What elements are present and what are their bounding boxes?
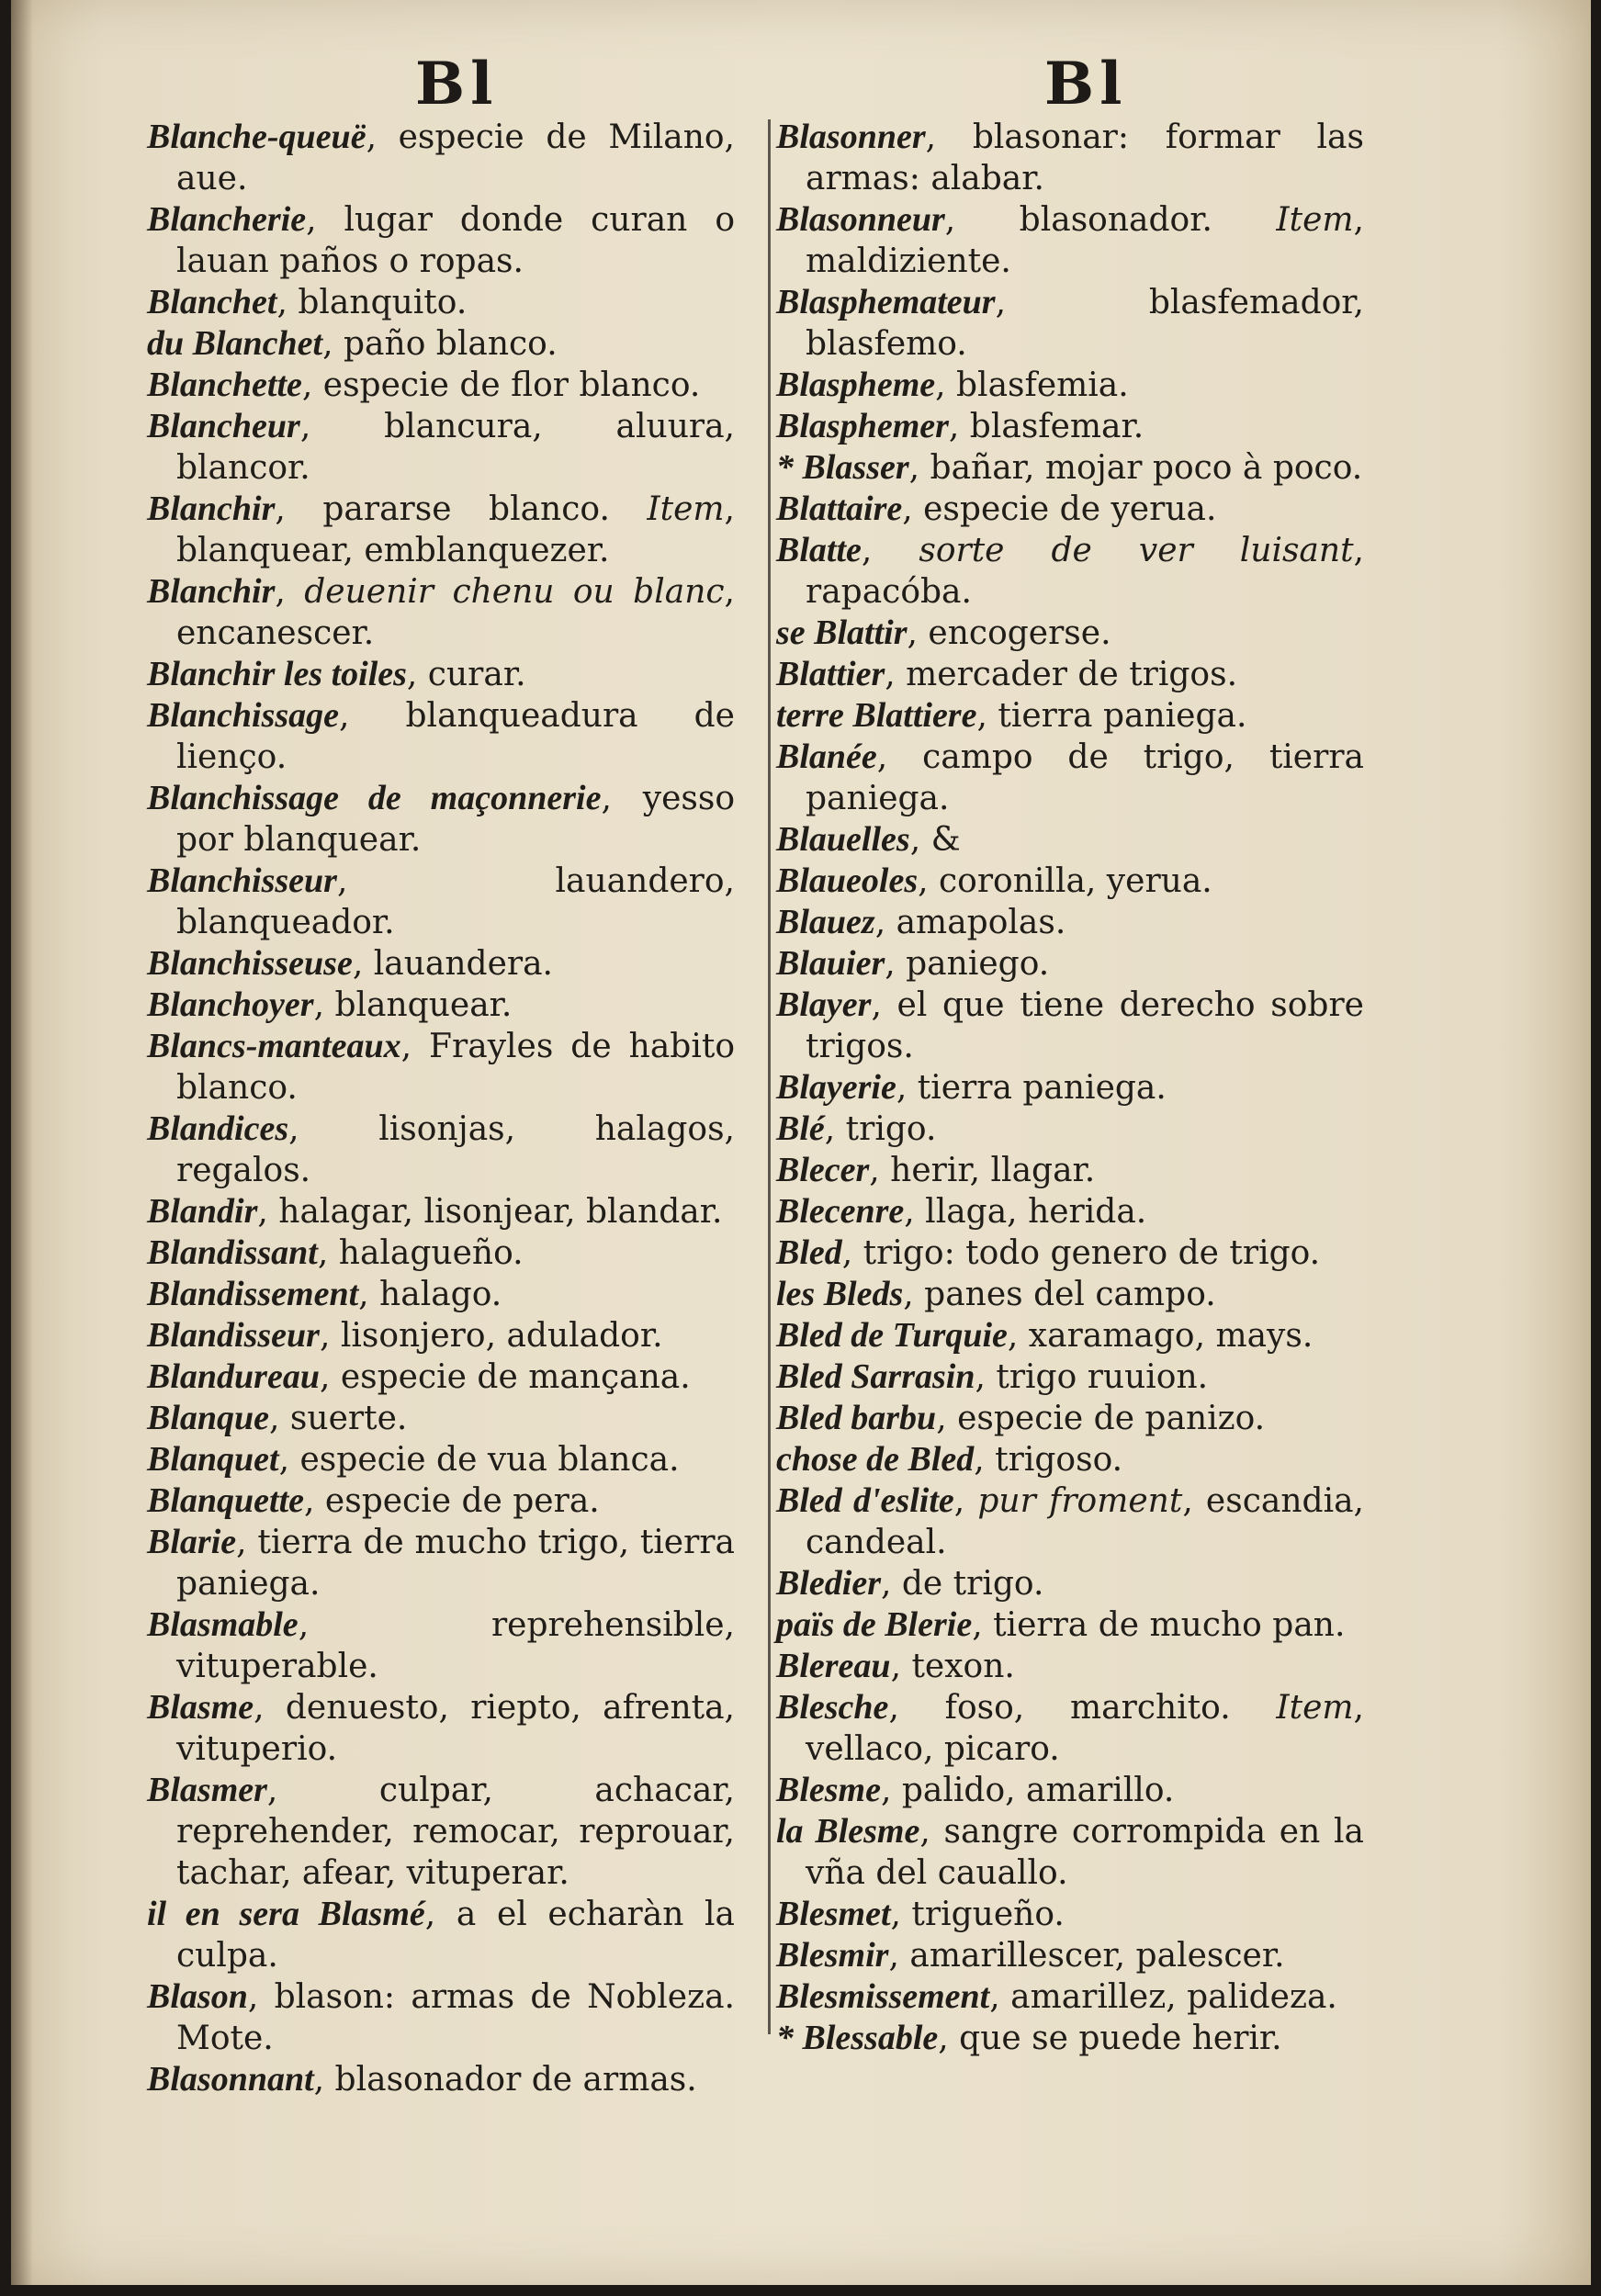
entry-italic-gloss: pur froment — [977, 1482, 1183, 1520]
entry-definition: , trigo: todo genero de trigo. — [841, 1234, 1321, 1272]
dictionary-entry — [147, 654, 735, 695]
entry-definition: , campo de trigo, tierra paniega. — [806, 738, 1364, 817]
entry-headword: * Blasser — [776, 448, 909, 487]
entry-definition-continued: , encanescer. — [176, 573, 735, 652]
entry-headword: Blesche — [776, 1688, 889, 1727]
entry-definition: , amarillescer, palescer. — [888, 1937, 1285, 1975]
entry-headword: Blandissement — [147, 1275, 359, 1313]
entry-headword: Blesmir — [776, 1936, 889, 1975]
entry-headword: Blasonneur — [776, 200, 945, 239]
entry-definition: , blasfemador, blasfemo. — [806, 284, 1364, 363]
entry-headword: la Blesme — [776, 1812, 920, 1851]
entry-italic-gloss: Item — [1276, 201, 1354, 239]
dictionary-entry — [147, 778, 735, 861]
entry-definition-continued: , maldiziente. — [806, 201, 1364, 280]
page-header-left: Bl — [415, 50, 499, 118]
entry-headword: les Bleds — [776, 1275, 904, 1313]
dictionary-page — [11, 0, 1591, 2285]
entry-headword: Blauelles — [776, 820, 910, 859]
entry-definition: , blason: armas de Nobleza. Mote. — [176, 1978, 735, 2057]
entry-definition: , halagar, lisonjear, blandar. — [257, 1193, 723, 1231]
entry-headword: Bled d'eslite — [776, 1481, 954, 1520]
dictionary-entry — [776, 1687, 1364, 1770]
entry-definition: , lugar donde curan o lauan paños o ropas. — [176, 201, 735, 280]
entry-headword: se Blattir — [776, 613, 908, 652]
entry-headword: * Blessable — [776, 2019, 939, 2057]
entry-definition: , amapolas. — [874, 904, 1066, 941]
entry-definition: , panes del campo. — [903, 1276, 1216, 1313]
entry-headword: terre Blattiere — [776, 696, 977, 735]
dictionary-entry — [147, 861, 735, 943]
entry-headword: Blasphemateur — [776, 283, 996, 321]
dictionary-entry — [147, 489, 735, 571]
dictionary-entry — [776, 737, 1364, 819]
entry-definition: , texon. — [890, 1648, 1015, 1685]
entry-headword: Blanchir — [147, 572, 276, 611]
entry-definition: , blanquito. — [276, 284, 468, 321]
entry-headword: Blasonnant — [147, 2060, 314, 2099]
dictionary-entry — [147, 1232, 735, 1274]
entry-definition: , coronilla, yerua. — [918, 862, 1212, 900]
dictionary-entry — [147, 571, 735, 654]
entry-definition: , reprehensible, vituperable. — [176, 1606, 735, 1685]
entry-definition: , foso, marchito. — [888, 1689, 1277, 1727]
entry-headword: Blarie — [147, 1523, 237, 1561]
entry-definition: , tierra de mucho pan. — [972, 1606, 1346, 1644]
entry-definition: , pararse blanco. — [275, 490, 648, 528]
entry-headword: Blandices — [147, 1109, 289, 1148]
entry-headword: chose de Bled — [776, 1440, 975, 1479]
entry-definition: , sangre corrompida en la vña del cauallo. — [806, 1813, 1365, 1892]
entry-definition: , especie de vua blanca. — [278, 1441, 680, 1479]
dictionary-entry — [776, 117, 1364, 199]
entry-definition: , especie de mançana. — [319, 1358, 691, 1396]
entry-headword: Blasmable — [147, 1605, 299, 1644]
entry-headword: Blayer — [776, 985, 872, 1024]
entry-italic-gloss: deuenir chenu ou blanc — [304, 573, 725, 611]
entry-definition: , paño blanco. — [322, 325, 558, 363]
dictionary-entry — [147, 1480, 735, 1522]
dictionary-entry — [776, 1356, 1364, 1398]
entry-headword: Blancheur — [147, 407, 300, 445]
entry-definition: , tierra paniega. — [976, 697, 1247, 735]
entry-headword: Blayerie — [776, 1068, 896, 1107]
entry-definition: , & — [909, 821, 961, 859]
entry-headword: Bled Sarrasin — [776, 1357, 975, 1396]
entry-headword: Blanchette — [147, 366, 302, 404]
entry-definition: , llaga, herida. — [904, 1193, 1147, 1231]
entry-headword: Blanque — [147, 1399, 270, 1437]
dictionary-entry — [776, 1480, 1364, 1563]
dictionary-entry — [776, 985, 1364, 1067]
dictionary-entry — [776, 1604, 1364, 1646]
dictionary-entry — [147, 695, 735, 778]
entry-definition: , especie de Milano, aue. — [176, 118, 735, 197]
dictionary-entry — [776, 406, 1364, 447]
entry-headword: Blasphemer — [776, 407, 949, 445]
entry-headword: Blauez — [776, 903, 875, 941]
entry-definition: , culpar, achacar, reprehender, remocar, reprouar, tachar, afear, vituperar. — [176, 1772, 735, 1892]
entry-definition: , mercader de trigos. — [885, 656, 1238, 693]
dictionary-entry — [147, 1109, 735, 1191]
entry-headword: Bled barbu — [776, 1399, 937, 1437]
dictionary-entry — [776, 1109, 1364, 1150]
entry-headword: Blecenre — [776, 1192, 905, 1231]
entry-headword: Bled — [776, 1233, 842, 1272]
entry-headword: Blecer — [776, 1151, 870, 1189]
dictionary-entry — [776, 1315, 1364, 1356]
entry-definition: , encogerse. — [907, 614, 1111, 652]
entry-definition: , amarillez, palideza. — [989, 1978, 1337, 2016]
entry-italic-gloss: Item — [647, 490, 725, 528]
entry-definition: , herir, llagar. — [869, 1152, 1096, 1189]
entry-definition: , curar. — [406, 656, 526, 693]
dictionary-entry — [776, 819, 1364, 861]
dictionary-entry — [776, 447, 1364, 489]
dictionary-entry — [776, 695, 1364, 737]
entry-headword: Blancherie — [147, 200, 307, 239]
dictionary-entry — [776, 530, 1364, 613]
entry-definition: , trigo ruuion. — [975, 1358, 1209, 1396]
entry-headword: Blaspheme — [776, 366, 936, 404]
dictionary-entry — [776, 1563, 1364, 1604]
entry-headword: Blesmissement — [776, 1977, 990, 2016]
dictionary-entry — [776, 861, 1364, 902]
dictionary-entry — [147, 117, 735, 199]
entry-headword: Blanchisseur — [147, 861, 337, 900]
dictionary-entry — [776, 943, 1364, 985]
entry-headword: Blanchoyer — [147, 985, 314, 1024]
entry-definition: , trigoso. — [974, 1441, 1123, 1479]
binding-shadow — [11, 0, 33, 2285]
entry-headword: Blandisseur — [147, 1316, 320, 1355]
dictionary-entry — [776, 654, 1364, 695]
dictionary-entry — [147, 985, 735, 1026]
entry-headword: Blanchisseuse — [147, 944, 353, 983]
entry-headword: Blé — [776, 1109, 825, 1148]
dictionary-entry — [776, 1976, 1364, 2018]
entry-definition: , blasonador. — [944, 201, 1277, 239]
entry-headword: Blandir — [147, 1192, 258, 1231]
entry-headword: Blereau — [776, 1647, 891, 1685]
entry-definition: , blasonar: formar las armas: alabar. — [806, 118, 1364, 197]
entry-headword: du Blanchet — [147, 324, 323, 363]
dictionary-entry — [776, 365, 1364, 406]
entry-definition: , lisonjero, adulador. — [319, 1317, 663, 1355]
entry-definition: , yesso por blanquear. — [176, 780, 735, 859]
entry-definition: , a el echaràn la culpa. — [176, 1896, 735, 1975]
dictionary-entry — [776, 199, 1364, 282]
dictionary-entry — [147, 199, 735, 282]
entry-definition: , halagueño. — [317, 1234, 524, 1272]
entry-headword: Bled de Turquie — [776, 1316, 1008, 1355]
entry-headword: Blattier — [776, 655, 885, 693]
entry-definition: , denuesto, riepto, afrenta, vituperio. — [176, 1689, 735, 1768]
dictionary-entry — [776, 1646, 1364, 1687]
dictionary-entry — [776, 1067, 1364, 1109]
entry-definition-continued: , blanquear, emblanquezer. — [176, 490, 735, 569]
dictionary-entry — [147, 406, 735, 489]
entry-headword: Blanquet — [147, 1440, 279, 1479]
entry-definition: , — [275, 573, 305, 611]
dictionary-entry — [776, 2018, 1364, 2059]
entry-italic-gloss: sorte de ver luisant — [919, 532, 1354, 569]
entry-headword: il en sera Blasmé — [147, 1895, 425, 1933]
dictionary-entry — [776, 1935, 1364, 1976]
entry-definition: , que se puede herir. — [938, 2020, 1282, 2057]
dictionary-entry — [776, 1439, 1364, 1480]
dictionary-entry — [776, 282, 1364, 365]
entry-headword: Blanchir — [147, 490, 276, 528]
entry-definition: , especie de flor blanco. — [301, 366, 701, 404]
dictionary-entry — [147, 1687, 735, 1770]
entry-headword: Blanchir les toiles — [147, 655, 407, 693]
entry-headword: Blaueoles — [776, 861, 919, 900]
dictionary-entry — [776, 1894, 1364, 1935]
dictionary-entry — [776, 489, 1364, 530]
entry-definition: , bañar, mojar poco à poco. — [908, 449, 1363, 487]
entry-definition: , especie de panizo. — [936, 1400, 1266, 1437]
dictionary-entry — [147, 1770, 735, 1894]
entry-headword: Blesme — [776, 1771, 881, 1809]
entry-definition: , blanqueadura de lienço. — [176, 697, 735, 776]
entry-headword: païs de Blerie — [776, 1605, 973, 1644]
left-column — [147, 117, 735, 2100]
dictionary-entry — [147, 1439, 735, 1480]
entry-headword: Blesmet — [776, 1895, 891, 1933]
entry-headword: Blanchissage de maçonnerie — [147, 779, 602, 817]
dictionary-entry — [147, 1026, 735, 1109]
dictionary-entry — [147, 1976, 735, 2059]
dictionary-entry — [147, 1398, 735, 1439]
dictionary-entry — [147, 1191, 735, 1232]
entry-headword: Blatte — [776, 531, 862, 569]
dictionary-entry — [147, 282, 735, 323]
page-header-right: Bl — [1044, 50, 1128, 118]
entry-definition: , tierra de mucho trigo, tierra paniega. — [176, 1524, 735, 1603]
entry-definition: , blasonador de armas. — [313, 2061, 697, 2099]
entry-definition: , Frayles de habito blanco. — [176, 1028, 735, 1107]
entry-definition: , trigueño. — [890, 1896, 1065, 1933]
dictionary-entry — [147, 1315, 735, 1356]
entry-definition: , palido, amarillo. — [880, 1772, 1175, 1809]
entry-definition: , lisonjas, halagos, regalos. — [176, 1110, 735, 1189]
entry-definition: , halago. — [358, 1276, 502, 1313]
entry-headword: Bledier — [776, 1564, 881, 1603]
dictionary-entry — [776, 902, 1364, 943]
entry-definition: , suerte. — [269, 1400, 408, 1437]
entry-headword: Blasmer — [147, 1771, 267, 1809]
entry-definition: , blanquear. — [313, 986, 513, 1024]
entry-headword: Blasme — [147, 1688, 254, 1727]
entry-headword: Blandureau — [147, 1357, 320, 1396]
entry-definition: , tierra paniega. — [896, 1069, 1167, 1107]
entry-definition: , blasfemia. — [935, 366, 1129, 404]
dictionary-entry — [776, 1191, 1364, 1232]
entry-headword: Blanche-queuë — [147, 118, 366, 156]
entry-headword: Blanchet — [147, 283, 277, 321]
entry-definition-continued: , rapacóba. — [806, 532, 1364, 611]
dictionary-entry — [776, 1274, 1364, 1315]
entry-definition: , el que tiene derecho sobre trigos. — [806, 986, 1364, 1065]
entry-definition: , de trigo. — [880, 1565, 1044, 1603]
entry-headword: Blandissant — [147, 1233, 318, 1272]
dictionary-entry — [776, 1398, 1364, 1439]
dictionary-entry — [147, 323, 735, 365]
entry-headword: Blason — [147, 1977, 248, 2016]
entry-definition-continued: , vellaco, picaro. — [806, 1689, 1364, 1768]
entry-definition: , blancura, aluura, blancor. — [176, 408, 735, 487]
entry-headword: Blasonner — [776, 118, 926, 156]
dictionary-entry — [147, 1356, 735, 1398]
entry-definition: , xaramago, mays. — [1007, 1317, 1313, 1355]
dictionary-entry — [147, 1604, 735, 1687]
entry-definition: , paniego. — [885, 945, 1050, 983]
entry-definition: , especie de yerua. — [902, 490, 1217, 528]
entry-definition: , trigo. — [824, 1110, 937, 1148]
dictionary-entry — [147, 1894, 735, 1976]
entry-definition-continued: , escandia, candeal. — [806, 1482, 1364, 1561]
column-divider — [768, 119, 771, 2034]
dictionary-entry — [147, 1522, 735, 1604]
dictionary-entry — [776, 1150, 1364, 1191]
dictionary-entry — [776, 613, 1364, 654]
dictionary-entry — [147, 943, 735, 985]
entry-definition: , blasfemar. — [948, 408, 1144, 445]
dictionary-entry — [776, 1232, 1364, 1274]
dictionary-entry — [147, 2059, 735, 2100]
right-column — [776, 117, 1364, 2059]
dictionary-entry — [147, 365, 735, 406]
entry-headword: Blattaire — [776, 490, 903, 528]
entry-headword: Blauier — [776, 944, 885, 983]
entry-headword: Blanchissage — [147, 696, 340, 735]
entry-headword: Blancs-manteaux — [147, 1027, 401, 1065]
entry-definition: , lauandero, blanqueador. — [176, 862, 735, 941]
entry-definition: , especie de pera. — [304, 1482, 600, 1520]
entry-headword: Blanquette — [147, 1481, 305, 1520]
dictionary-entry — [776, 1811, 1364, 1894]
dictionary-entry — [147, 1274, 735, 1315]
entry-italic-gloss: Item — [1276, 1689, 1354, 1727]
entry-definition: , — [861, 532, 919, 569]
dictionary-entry — [776, 1770, 1364, 1811]
entry-definition: , lauandera. — [352, 945, 553, 983]
entry-headword: Blanée — [776, 737, 877, 776]
entry-definition: , — [953, 1482, 978, 1520]
